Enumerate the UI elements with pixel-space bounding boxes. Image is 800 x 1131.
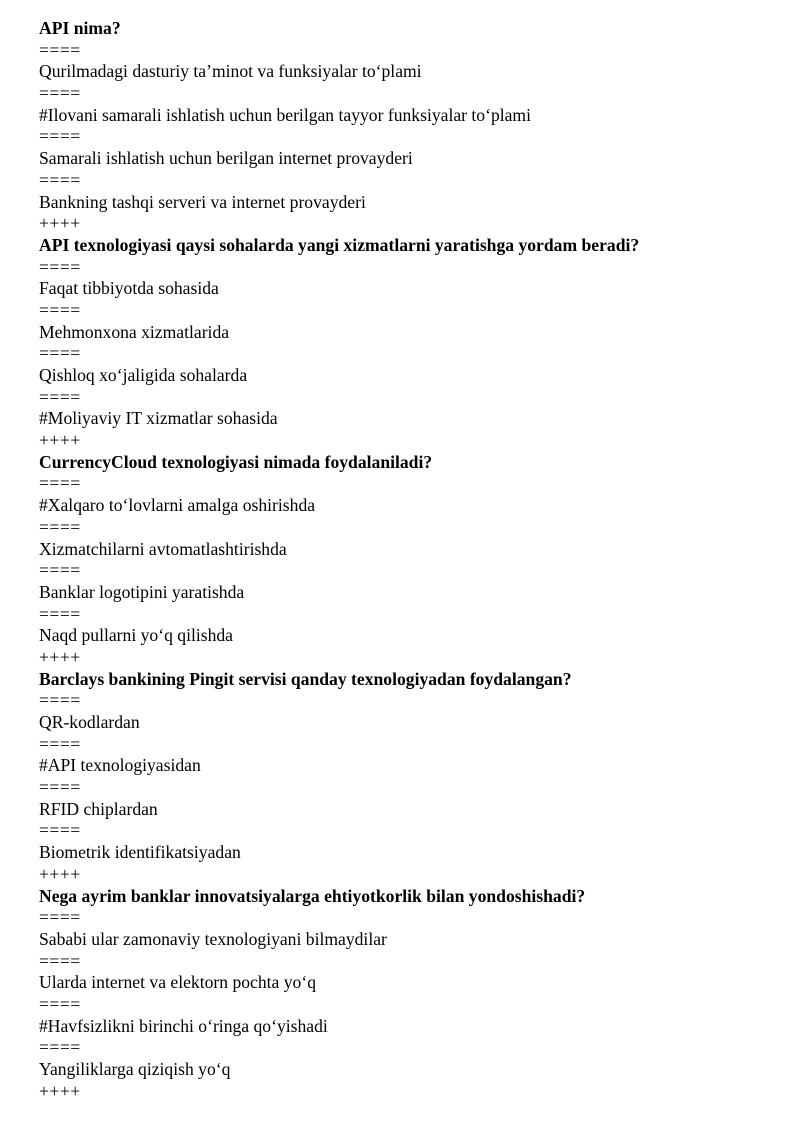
question-text: Barclays bankining Pingit servisi qanday texnologiyadan foydalangan? [39, 668, 572, 689]
answer-option: #Moliyaviy IT xizmatlar sohasida [39, 408, 278, 429]
question-text: API texnologiyasi qaysi sohalarda yangi xizmatlarni yaratishga yordam beradi? [39, 234, 640, 255]
question-text: Nega ayrim banklar innovatsiyalarga ehtiyotkorlik bilan yondoshishadi? [39, 885, 586, 906]
question-separator: ++++ [39, 213, 81, 234]
answer-option: #Ilovani samarali ishlatish uchun berilgan tayyor funksiyalar to‘plami [39, 104, 532, 125]
option-separator: ==== [39, 343, 81, 364]
answer-option: Samarali ishlatish uchun berilgan internet provayderi [39, 148, 413, 169]
question-separator: ++++ [39, 430, 81, 451]
option-separator: ==== [39, 516, 81, 537]
answer-option: Naqd pullarni yo‘q qilishda [39, 625, 233, 646]
question-separator: ++++ [39, 863, 81, 884]
answer-option: Qurilmadagi dasturiy ta’minot va funksiyalar to‘plami [39, 61, 422, 82]
answer-option: Yangiliklarga qiziqish yo‘q [39, 1059, 231, 1079]
option-separator: ==== [39, 733, 81, 754]
answer-option: Bankning tashqi serveri va internet provayderi [39, 191, 366, 212]
answer-option: Qishloq xo‘jaligida sohalarda [39, 365, 248, 385]
option-separator: ==== [39, 473, 81, 494]
option-separator: ==== [39, 820, 81, 841]
option-separator: ==== [39, 39, 81, 60]
question-separator: ++++ [39, 646, 81, 667]
question-text: CurrencyCloud texnologiyasi nimada foydalaniladi? [39, 451, 433, 472]
option-separator: ==== [39, 256, 81, 277]
option-separator: ==== [39, 993, 81, 1014]
answer-option: QR-kodlardan [39, 712, 140, 732]
answer-option: Faqat tibbiyotda sohasida [39, 278, 219, 299]
answer-option: #Havfsizlikni birinchi o‘ringa qo‘yishadi [39, 1015, 328, 1036]
option-separator: ==== [39, 560, 81, 581]
option-separator: ==== [39, 777, 81, 798]
answer-option: Ularda internet va elektorn pochta yo‘q [39, 972, 316, 993]
option-separator: ==== [39, 1037, 81, 1058]
question-text: API nima? [39, 18, 121, 38]
answer-option: Mehmonxona xizmatlarida [39, 321, 230, 342]
quiz-document [39, 18, 780, 1102]
question-separator: ++++ [39, 1080, 81, 1101]
option-separator: ==== [39, 386, 81, 407]
answer-option: #API texnologiyasidan [39, 755, 201, 776]
answer-option: Banklar logotipini yaratishda [39, 581, 245, 602]
answer-option: Biometrik identifikatsiyadan [39, 842, 241, 863]
option-separator: ==== [39, 690, 81, 711]
option-separator: ==== [39, 603, 81, 624]
answer-option: Sababi ular zamonaviy texnologiyani bilmaydilar [39, 928, 387, 949]
option-separator: ==== [39, 299, 81, 320]
answer-option: RFID chiplardan [39, 798, 158, 819]
option-separator: ==== [39, 950, 81, 971]
option-separator: ==== [39, 907, 81, 928]
answer-option: Xizmatchilarni avtomatlashtirishda [39, 538, 287, 559]
option-separator: ==== [39, 169, 81, 190]
option-separator: ==== [39, 126, 81, 147]
option-separator: ==== [39, 83, 81, 104]
answer-option: #Xalqaro to‘lovlarni amalga oshirishda [39, 495, 316, 516]
